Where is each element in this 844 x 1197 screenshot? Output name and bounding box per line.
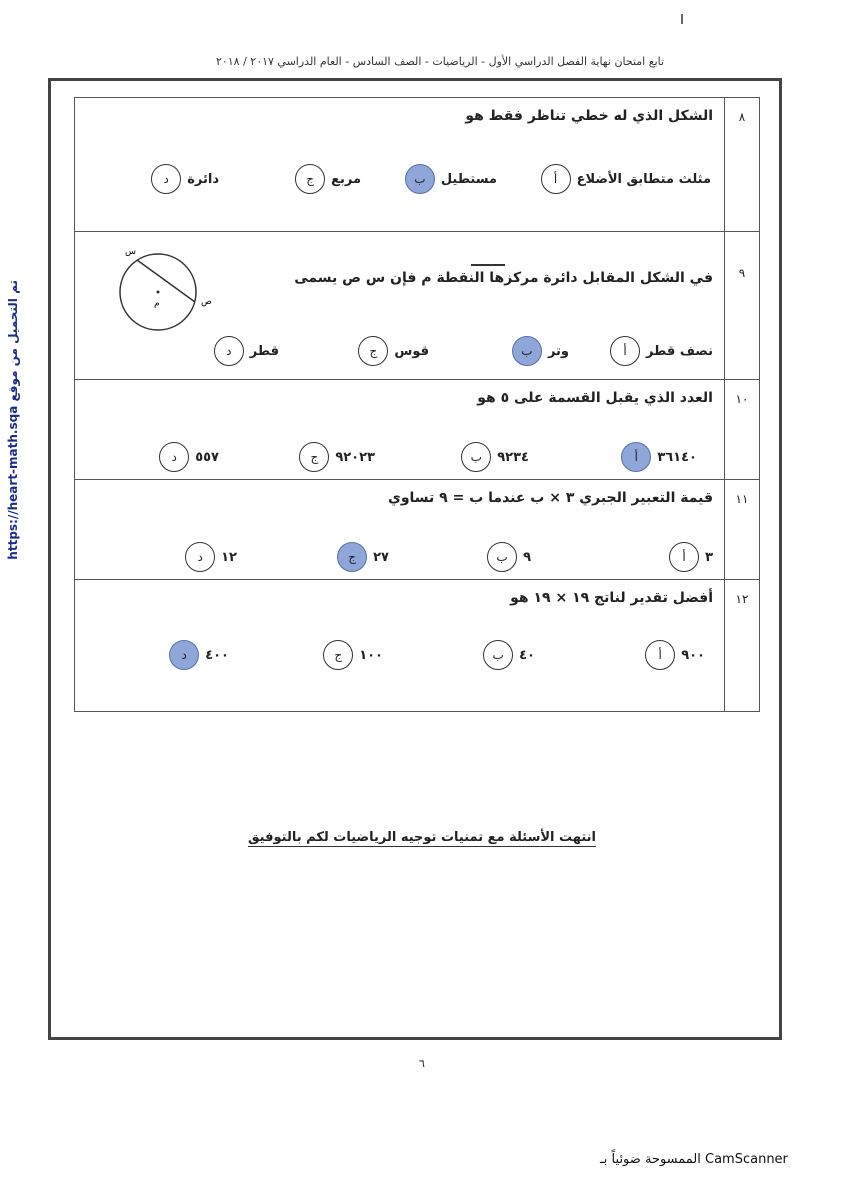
question-number: ٨ [738,110,746,124]
option-letter-a: أ [669,542,699,572]
option-a[interactable] [645,640,705,670]
option-d[interactable] [159,442,219,472]
option-label: ٩٢٣٤ [497,449,529,465]
option-letter-c: ج [299,442,329,472]
option-label: ٩٢٠٢٣ [335,449,375,465]
option-label: مثلث متطابق الأضلاع [576,171,711,187]
question-row [75,480,759,580]
option-b[interactable] [405,164,497,194]
option-a[interactable] [610,336,713,366]
option-c[interactable] [337,542,389,572]
label-s: س [125,247,136,257]
circle-figure [113,240,223,340]
option-label: ٢٧ [373,549,389,565]
option-label: قطر [249,343,279,359]
questions-table [74,97,760,712]
option-d[interactable] [214,336,279,366]
option-label: ٩٠٠ [681,647,705,663]
option-label: ١٢ [221,549,237,565]
question-number: ١٢ [735,592,749,606]
option-label: ٥٥٧ [195,449,219,465]
option-letter-b: ب [512,336,542,366]
label-m: م [154,299,160,309]
option-d[interactable] [169,640,229,670]
question-row [75,580,759,713]
option-letter-c: ج [337,542,367,572]
page-header: تابع امتحان نهاية الفصل الدراسي الأول - الرياضيات - الصف السادس - العام الدراسي ٢٠١٧ / ٢٠١٨ [215,55,665,68]
option-c[interactable] [299,442,375,472]
option-label: دائرة [187,171,219,187]
center-point [157,291,160,294]
question-text: الشكل الذي له خطي تناظر فقط هو [465,108,713,124]
question-number: ٩ [738,266,746,280]
option-b[interactable] [487,542,531,572]
question-row [75,380,759,480]
option-label: ٩ [523,549,531,565]
option-b[interactable] [512,336,569,366]
option-a[interactable] [621,442,697,472]
option-c[interactable] [295,164,361,194]
option-a[interactable] [669,542,713,572]
camscanner-watermark: الممسوحة ضوئياً بـ CamScanner [600,1152,788,1167]
option-letter-d: د [214,336,244,366]
option-letter-b: ب [483,640,513,670]
option-label: قوس [394,343,429,359]
option-b[interactable] [483,640,535,670]
question-text: العدد الذي يقبل القسمة على ٥ هو [477,390,713,406]
option-letter-a: أ [621,442,651,472]
option-c[interactable] [358,336,429,366]
closing-text: انتهت الأسئلة مع تمنيات توجيه الرياضيات لكم بالتوفيق [247,830,597,845]
question-text: أفضل تقدير لناتج ١٩ × ١٩ هو [510,590,713,606]
option-label: ٣ [705,549,713,565]
option-letter-d: د [151,164,181,194]
option-label: مربع [331,171,361,187]
question-text: في الشكل المقابل دائرة مركزها النقطة م فإن س ص يسمى [294,270,713,286]
option-label: ١٠٠ [359,647,383,663]
option-letter-a: أ [645,640,675,670]
scan-mark [681,14,683,24]
option-label: ٣٦١٤٠ [657,449,697,465]
option-letter-a: أ [610,336,640,366]
side-watermark-text: تم التحميل من موقع https://heart-math.sqa [6,280,20,560]
option-letter-c: ج [358,336,388,366]
option-letter-b: ب [461,442,491,472]
option-letter-d: د [169,640,199,670]
option-d[interactable] [151,164,219,194]
question-number: ١٠ [735,392,749,406]
option-letter-c: ج [295,164,325,194]
option-letter-b: ب [487,542,517,572]
question-number: ١١ [735,492,749,506]
option-b[interactable] [461,442,529,472]
option-label: وتر [547,343,569,359]
question-row [75,98,759,232]
option-a[interactable] [541,164,711,194]
question-row [75,232,759,380]
option-d[interactable] [185,542,237,572]
option-letter-d: د [185,542,215,572]
label-sad: ص [201,297,212,307]
option-letter-c: ج [323,640,353,670]
option-label: ٤٠ [519,647,535,663]
option-c[interactable] [323,640,383,670]
option-label: نصف قطر [646,343,713,359]
option-letter-b: ب [405,164,435,194]
option-letter-a: أ [541,164,571,194]
segment-overline [471,264,505,266]
option-label: مستطيل [440,171,497,187]
page-number: ٦ [419,1057,425,1070]
closing-note [0,830,844,845]
option-label: ٤٠٠ [205,647,229,663]
question-text: قيمة التعبير الجبري ٣ × ب عندما ب = ٩ تساوي [388,490,713,506]
option-letter-d: د [159,442,189,472]
